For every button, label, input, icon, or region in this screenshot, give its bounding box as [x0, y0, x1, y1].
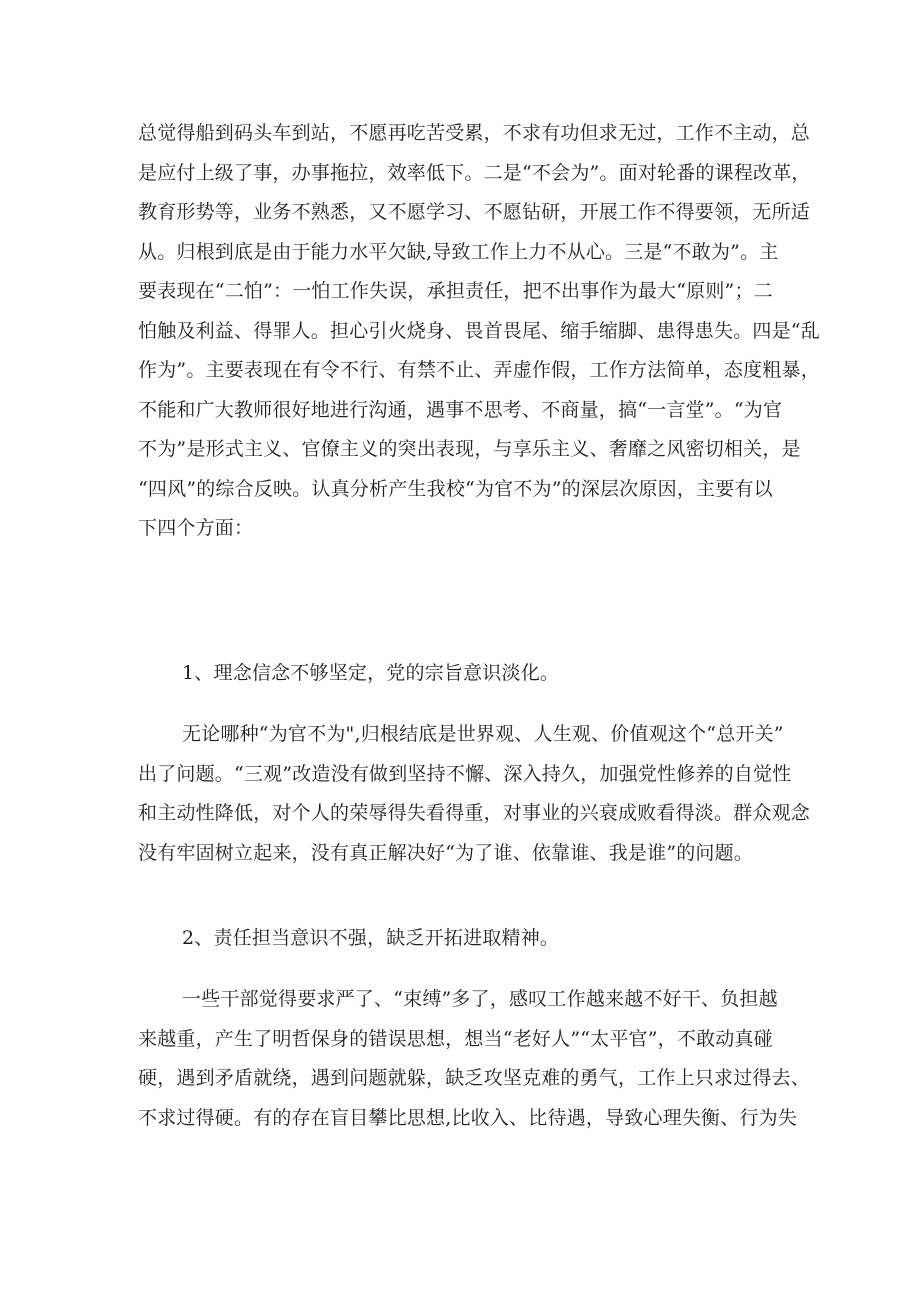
text-line: 不为”是形式主义、官僚主义的突出表现，与享乐主义、奢靡之风密切相关，是 — [138, 438, 801, 460]
text-line: “四风”的综合反映。认真分析产生我校“为官不为”的深层次原因，主要有以 — [138, 478, 773, 500]
text-line: 不求过得硬。有的存在盲目攀比思想,比收入、比待遇，导致心理失衡、行为失 — [138, 1107, 798, 1129]
text-line: 出了问题。“三观”改造没有做到坚持不懈、深入持久，加强党性修养的自觉性 — [138, 763, 792, 785]
text-line: 从。归根到底是由于能力水平欠缺,导致工作上力不从心。三是“不敢为”。主 — [138, 241, 779, 263]
text-line: 要表现在“二怕”：一怕工作失误，承担责任，把不出事作为最大“原则”；二 — [138, 280, 773, 302]
text-line: 和主动性降低，对个人的荣辱得失看得重，对事业的兴衰成败看得淡。群众观念 — [138, 802, 811, 824]
text-line: 怕触及利益、得罪人。担心引火烧身、畏首畏尾、缩手缩脚、患得患失。四是“乱 — [138, 320, 820, 342]
text-line: 无论哪种“为官不为",归根结底是世界观、人生观、价值观这个“总开关” — [182, 723, 784, 745]
text-line: 没有牢固树立起来，没有真正解决好“为了谁、依靠谁、我是谁”的问题。 — [138, 842, 754, 864]
text-line: 作为”。主要表现在有令不行、有禁不止、弄虚作假，工作方法简单，态度粗暴， — [138, 359, 820, 381]
text-line: 硬，遇到矛盾就绕，遇到问题就躲，缺乏攻坚克难的勇气，工作上只求过得去、 — [138, 1067, 811, 1089]
text-line: 一些干部觉得要求严了、“束缚”多了，感叹工作越来越不好干、负担越 — [182, 988, 778, 1010]
heading-text: 2、责任担当意识不强，缺乏开拓进取精神。 — [182, 927, 560, 949]
text-line: 总觉得船到码头车到站，不愿再吃苦受累，不求有功但求无过，工作不主动，总 — [138, 122, 811, 144]
text-line: 教育形势等，业务不熟悉，又不愿学习、不愿钻研，开展工作不得要领，无所适 — [138, 201, 811, 223]
text-line: 不能和广大教师很好地进行沟通，遇事不思考、不商量，搞“一言堂”。“为官 — [138, 399, 783, 421]
text-line: 是应付上级了事，办事拖拉，效率低下。二是“不会为”。面对轮番的课程改革， — [138, 162, 811, 184]
heading-text: 1、理念信念不够坚定，党的宗旨意识淡化。 — [182, 662, 560, 684]
text-line: 来越重，产生了明哲保身的错误思想，想当“老好人”“太平官”，不敢动真碰 — [138, 1028, 773, 1050]
text-line: 下四个方面： — [138, 517, 254, 539]
